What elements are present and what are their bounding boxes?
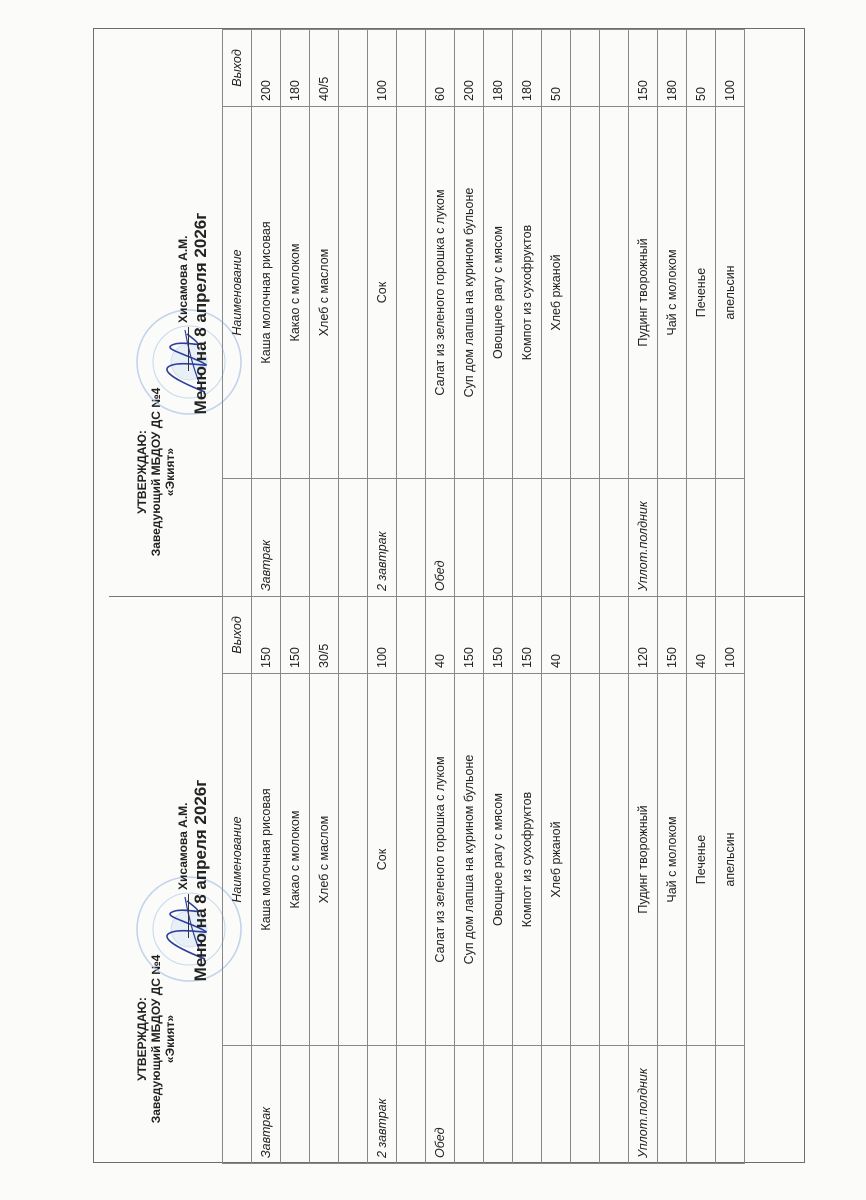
output-cell: 150 — [658, 597, 687, 674]
table-row — [716, 30, 745, 597]
output-cell: 100 — [716, 597, 745, 674]
meal-cell — [542, 479, 571, 597]
dish-cell: Чай с молоком — [658, 107, 687, 479]
dish-cell: Пудинг творожный — [629, 107, 658, 479]
output-cell: 180 — [484, 30, 513, 107]
output-cell — [571, 597, 600, 674]
menu-title: Меню на 8 апреля 2026г — [191, 212, 210, 415]
output-cell: 40 — [687, 597, 716, 674]
meal-cell — [484, 1046, 513, 1164]
table-row — [281, 30, 310, 597]
dish-cell: Суп дом лапша на курином бульоне — [455, 674, 484, 1046]
table-row — [687, 597, 716, 1164]
meal-cell — [281, 479, 310, 597]
dish-cell: Чай с молоком — [658, 674, 687, 1046]
output-cell: 200 — [252, 30, 281, 107]
dish-cell: Овощное рагу с мясом — [484, 674, 513, 1046]
meal-cell — [716, 479, 745, 597]
dish-cell: Компот из сухофруктов — [513, 674, 542, 1046]
dish-cell: Салат из зеленого горошка с луком — [426, 107, 455, 479]
dish-cell — [600, 107, 629, 479]
output-cell: 180 — [513, 30, 542, 107]
dish-cell: Печенье — [687, 107, 716, 479]
table-row — [629, 30, 658, 597]
meal-cell: Обед — [426, 1046, 455, 1164]
dish-cell: Суп дом лапша на курином бульоне — [455, 107, 484, 479]
header-name: Наименование — [223, 107, 252, 479]
output-cell: 50 — [542, 30, 571, 107]
output-cell: 60 — [426, 30, 455, 107]
output-cell: 50 — [687, 30, 716, 107]
table-row — [629, 597, 658, 1164]
dish-cell — [397, 674, 426, 1046]
meal-cell — [687, 479, 716, 597]
signer-name: Хисамова А.М. — [176, 802, 190, 890]
output-cell: 150 — [484, 597, 513, 674]
dish-cell: Сок — [368, 107, 397, 479]
dish-cell: Печенье — [687, 674, 716, 1046]
output-cell: 100 — [368, 597, 397, 674]
approve-label: УТВЕРЖДАЮ: — [135, 430, 149, 514]
meal-cell — [600, 1046, 629, 1164]
output-cell: 100 — [716, 30, 745, 107]
meal-cell — [687, 1046, 716, 1164]
output-cell: 150 — [281, 597, 310, 674]
menu-table — [222, 29, 745, 597]
table-row — [600, 30, 629, 597]
meal-cell — [310, 1046, 339, 1164]
output-cell: 40 — [542, 597, 571, 674]
output-cell — [339, 597, 368, 674]
menu-title: Меню на 8 апреля 2026г — [191, 779, 210, 982]
meal-cell — [397, 479, 426, 597]
table-row — [252, 30, 281, 597]
meal-cell — [571, 1046, 600, 1164]
table-row — [426, 30, 455, 597]
meal-cell: Завтрак — [252, 1046, 281, 1164]
header-meal — [223, 479, 252, 597]
table-row — [484, 30, 513, 597]
dish-cell — [339, 674, 368, 1046]
table-row — [687, 30, 716, 597]
dish-cell — [571, 674, 600, 1046]
signature-line — [188, 327, 189, 371]
header-output: Выход — [223, 597, 252, 674]
table-row — [542, 30, 571, 597]
output-cell: 40 — [426, 597, 455, 674]
table-row — [310, 30, 339, 597]
meal-cell — [513, 479, 542, 597]
meal-cell — [571, 479, 600, 597]
header-meal — [223, 1046, 252, 1164]
meal-cell: 2 завтрак — [368, 479, 397, 597]
meal-cell: Уплот.полдник — [629, 1046, 658, 1164]
dish-cell: Пудинг творожный — [629, 674, 658, 1046]
table-header-row — [223, 597, 252, 1164]
table-row — [658, 30, 687, 597]
approve-position: Заведующий МБДОУ ДС №4 — [149, 954, 163, 1124]
meal-cell — [716, 1046, 745, 1164]
dish-cell: Какао с молоком — [281, 674, 310, 1046]
table-row — [281, 597, 310, 1164]
dish-cell — [600, 674, 629, 1046]
table-header-row — [223, 30, 252, 597]
dish-cell: Овощное рагу с мясом — [484, 107, 513, 479]
dish-cell — [397, 107, 426, 479]
meal-cell: Обед — [426, 479, 455, 597]
dish-cell: апельсин — [716, 107, 745, 479]
menu-table-body — [252, 30, 745, 597]
meal-cell — [339, 1046, 368, 1164]
meal-cell — [397, 1046, 426, 1164]
output-cell: 150 — [513, 597, 542, 674]
table-row — [571, 597, 600, 1164]
output-cell: 150 — [455, 597, 484, 674]
dish-cell: Компот из сухофруктов — [513, 107, 542, 479]
dish-cell: Какао с молоком — [281, 107, 310, 479]
dish-cell: Хлеб ржаной — [542, 674, 571, 1046]
header-name: Наименование — [223, 674, 252, 1046]
output-cell: 30/5 — [310, 597, 339, 674]
approve-org: «Экият» — [163, 1014, 177, 1064]
table-row — [513, 30, 542, 597]
approve-label: УТВЕРЖДАЮ: — [135, 997, 149, 1081]
dish-cell: Каша молочная рисовая — [252, 674, 281, 1046]
output-cell — [571, 30, 600, 107]
meal-cell — [484, 479, 513, 597]
output-cell: 180 — [658, 30, 687, 107]
output-cell: 150 — [629, 30, 658, 107]
meal-cell — [455, 479, 484, 597]
menu-table — [222, 596, 745, 1164]
dish-cell: апельсин — [716, 674, 745, 1046]
output-cell: 40/5 — [310, 30, 339, 107]
meal-cell: Завтрак — [252, 479, 281, 597]
table-row — [397, 597, 426, 1164]
dish-cell — [339, 107, 368, 479]
output-cell — [339, 30, 368, 107]
output-cell: 180 — [281, 30, 310, 107]
output-cell — [600, 597, 629, 674]
output-cell — [397, 30, 426, 107]
meal-cell — [513, 1046, 542, 1164]
dish-cell: Хлеб с маслом — [310, 674, 339, 1046]
table-row — [600, 597, 629, 1164]
output-cell — [397, 597, 426, 674]
output-cell — [600, 30, 629, 107]
output-cell: 100 — [368, 30, 397, 107]
meal-cell — [310, 479, 339, 597]
table-row — [252, 597, 281, 1164]
meal-cell: 2 завтрак — [368, 1046, 397, 1164]
dish-cell: Каша молочная рисовая — [252, 107, 281, 479]
table-row — [658, 597, 687, 1164]
table-row — [339, 597, 368, 1164]
menu-table-body — [252, 597, 745, 1164]
output-cell: 120 — [629, 597, 658, 674]
menu-younger-children — [109, 597, 805, 1164]
dish-cell: Сок — [368, 674, 397, 1046]
table-row — [339, 30, 368, 597]
meal-cell — [600, 479, 629, 597]
table-row — [513, 597, 542, 1164]
table-row — [571, 30, 600, 597]
output-cell: 200 — [455, 30, 484, 107]
header-output: Выход — [223, 30, 252, 107]
table-row — [368, 597, 397, 1164]
table-row — [455, 597, 484, 1164]
dish-cell: Хлеб ржаной — [542, 107, 571, 479]
table-row — [426, 597, 455, 1164]
table-row — [484, 597, 513, 1164]
dish-cell: Салат из зеленого горошка с луком — [426, 674, 455, 1046]
signature-line — [188, 894, 189, 938]
meal-cell — [658, 479, 687, 597]
meal-cell — [542, 1046, 571, 1164]
table-row — [397, 30, 426, 597]
approve-org: «Экият» — [163, 447, 177, 497]
signer-name: Хисамова А.М. — [176, 235, 190, 323]
meal-cell — [281, 1046, 310, 1164]
meal-cell: Уплот.полдник — [629, 479, 658, 597]
table-row — [542, 597, 571, 1164]
table-row — [716, 597, 745, 1164]
meal-cell — [339, 479, 368, 597]
menu-older-children — [109, 30, 805, 597]
table-row — [455, 30, 484, 597]
table-row — [368, 30, 397, 597]
dish-cell — [571, 107, 600, 479]
output-cell: 150 — [252, 597, 281, 674]
approve-position: Заведующий МБДОУ ДС №4 — [149, 387, 163, 557]
table-row — [310, 597, 339, 1164]
dish-cell: Хлеб с маслом — [310, 107, 339, 479]
meal-cell — [658, 1046, 687, 1164]
meal-cell — [455, 1046, 484, 1164]
